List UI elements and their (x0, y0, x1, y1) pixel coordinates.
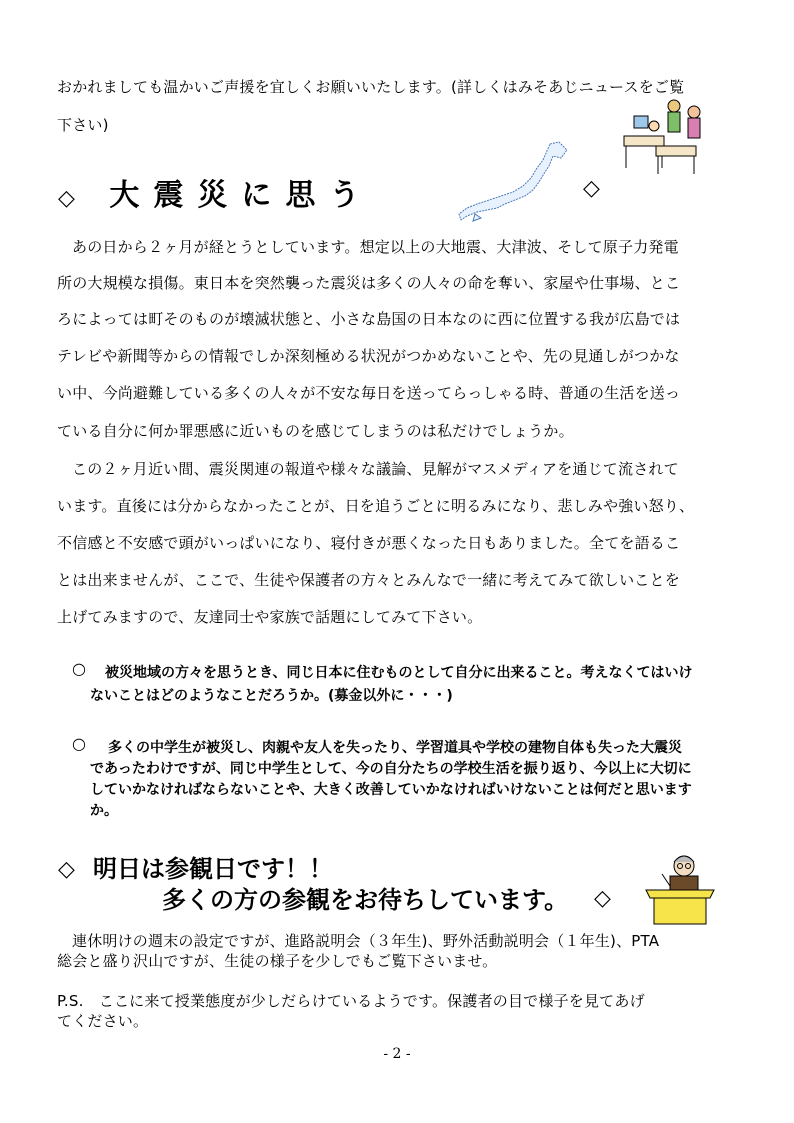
section1-paragraph2-line: います。直後には分からなかったことが、日を追うごとに明るみになり、悲しみや強い怒り、 (57, 497, 695, 515)
diamond-bullet: ◇ (594, 886, 611, 911)
question-2-line: していかなければならないことや、大きく改善していかなければいけないことは何だと思います (90, 782, 692, 798)
question-bullet: ○ (72, 659, 86, 678)
diamond-bullet: ◇ (583, 176, 600, 201)
section2-body-line: 連休明けの週末の設定ですが、進路説明会（３年生)、野外活動説明会（１年生)、PTA (72, 932, 660, 950)
question-1-line: 被災地域の方々を思うとき、同じ日本に住むものとして自分に出来ること。考えなくてはいけ (105, 665, 693, 681)
section1-paragraph1-line: ている自分に何か罪悪感に近いものを感じてしまうのは私だけでしょうか。 (57, 422, 574, 440)
intro-line-2: 下さい) (57, 116, 109, 134)
question-bullet: ○ (72, 734, 86, 753)
section1-heading (58, 170, 373, 214)
japan-map-illustration (455, 138, 573, 222)
section1-title: 大震災に思う (109, 178, 374, 213)
section2-body-line: 総会と盛り沢山ですが、生徒の様子を少しでもご覧下さいませ。 (57, 952, 498, 970)
section2-title-line-2: 多くの方の参観をお待ちしています。 (162, 886, 569, 914)
question-1-line: ないことはどのようなことだろうか。(募金以外に・・・) (90, 688, 453, 704)
section1-paragraph1-line: 所の大規模な損傷。東日本を突然襲った震災は多くの人々の命を奪い、家屋や仕事場、とこ (57, 274, 681, 292)
question-2-line: 多くの中学生が被災し、肉親や友人を失ったり、学習道具や学校の建物自体も失った大震災 (108, 740, 682, 756)
section1-paragraph1-line: い中、今尚避難している多くの人々が不安な毎日を送ってらっしゃる時、普通の生活を送っ (57, 384, 681, 402)
section1-paragraph2-line: この２ヶ月近い間、震災関連の報道や様々な議論、見解がマスメディアを通じて流されて (72, 460, 679, 478)
ps-line: てください。 (57, 1012, 149, 1030)
section1-paragraph1-line: あの日から２ヶ月が経とうとしています。想定以上の大地震、大津波、そして原子力発電 (72, 238, 679, 256)
page-number: - 2 - (383, 1046, 411, 1062)
section1-paragraph2-line: とは出来ませんが、ここで、生徒や保護者の方々とみんなで一緒に考えてみて欲しいことを (57, 571, 680, 589)
classroom-illustration (616, 96, 716, 176)
question-2-line: であったわけですが、同じ中学生として、今の自分たちの学校生活を振り返り、今以上に大切に (90, 761, 692, 777)
intro-line-1: おかれましても温かいご声援を宜しくお願いいたします。(詳しくはみそあじニュースをご覧 (57, 78, 685, 96)
section1-paragraph1-line: ろによっては町そのものが壊滅状態と、小さな島国の日本なのに西に位置する我が広島では (57, 310, 681, 328)
section1-paragraph2-line: 不信感と不安感で頭がいっぱいになり、寝付きが悪くなった日もありました。全てを語るこ (57, 534, 681, 552)
section1-paragraph1-line: テレビや新聞等からの情報でしか深刻極める状況がつかめないことや、先の見通しがつかな (57, 347, 680, 365)
diamond-bullet: ◇ (58, 857, 75, 882)
speaker-podium-illustration (640, 848, 720, 928)
diamond-bullet: ◇ (58, 186, 75, 211)
section2-title-line-1: 明日は参観日です！！ (93, 855, 333, 883)
question-2-line: か。 (90, 803, 118, 819)
ps-line: P.S. ここに来て授業態度が少しだらけているようです。保護者の目で様子を見てあげ (57, 992, 645, 1010)
section1-paragraph2-line: 上げてみますので、友達同士や家族で話題にしてみて下さい。 (57, 608, 483, 626)
